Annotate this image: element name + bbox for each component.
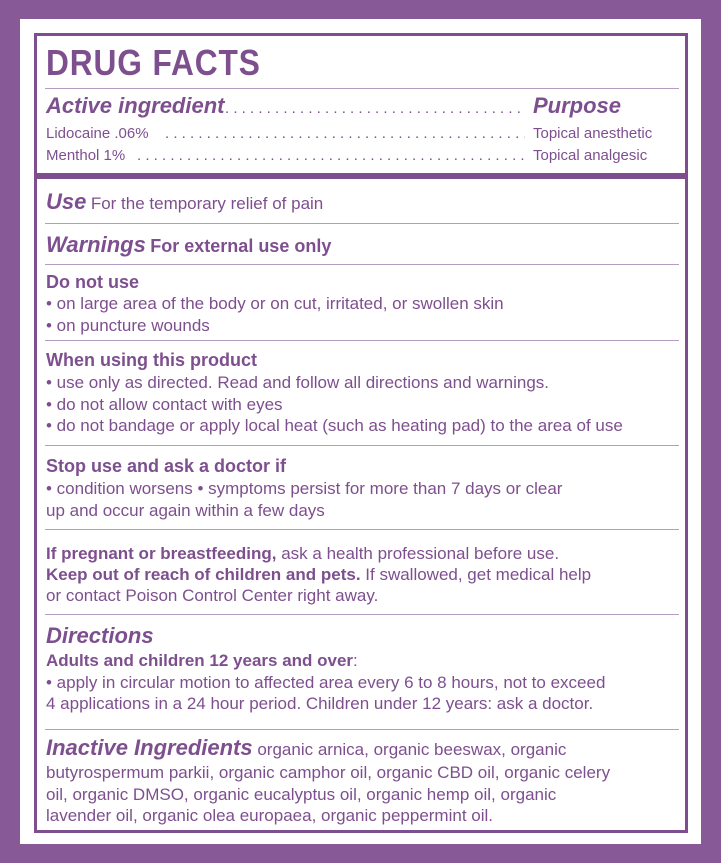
purpose-2: Topical analgesic <box>533 147 648 164</box>
directions-heading: Directions <box>46 623 154 648</box>
divider <box>45 729 679 730</box>
pregnant-bold: If pregnant or breastfeeding, <box>46 544 277 563</box>
divider <box>45 614 679 615</box>
warnings-text: For external use only <box>150 236 332 256</box>
directions-colon: : <box>353 651 358 670</box>
keep-out-bold: Keep out of reach of children and pets. <box>46 565 361 584</box>
divider <box>45 529 679 530</box>
pregnant-text: ask a health professional before use. <box>276 544 560 563</box>
do-not-use-item: • on puncture wounds <box>46 316 210 335</box>
inactive-line: lavender oil, organic olea europaea, organic peppermint oil. <box>46 806 494 825</box>
active-ingredient-heading: Active ingredient <box>46 93 225 118</box>
directions-line: 4 applications in a 24 hour period. Children under 12 years: ask a doctor. <box>46 694 594 713</box>
directions-line: • apply in circular motion to affected area every 6 to 8 hours, not to exceed <box>46 673 606 692</box>
purpose-1: Topical anesthetic <box>533 125 653 142</box>
when-using-item: • do not bandage or apply local heat (such as heating pad) to the area of use <box>46 416 623 435</box>
keep-out-text: If swallowed, get medical help <box>360 565 592 584</box>
drug-facts-title: DRUG FACTS <box>46 42 261 83</box>
inactive-first-line <box>46 737 566 759</box>
leader-dots <box>165 126 525 141</box>
use-section <box>46 191 323 213</box>
use-text: For the temporary relief of pain <box>90 194 324 213</box>
inactive-line: oil, organic DMSO, organic eucalyptus oil, organic hemp oil, organic <box>46 785 557 804</box>
when-using-item: • use only as directed. Read and follow all directions and warnings. <box>46 373 550 392</box>
drug-facts-panel <box>20 19 701 844</box>
leader-dots <box>225 101 525 116</box>
keep-out-line2: or contact Poison Control Center right away. <box>46 586 379 605</box>
keep-out-warning <box>46 566 591 583</box>
do-not-use-item: • on large area of the body or on cut, irritated, or swollen skin <box>46 294 504 313</box>
leader-dots <box>137 148 525 163</box>
active-ingredient-1: Lidocaine .06% <box>46 125 149 142</box>
when-using-item: • do not allow contact with eyes <box>46 395 283 414</box>
divider <box>45 223 679 224</box>
divider <box>45 264 679 265</box>
stop-use-heading: Stop use and ask a doctor if <box>46 456 287 476</box>
do-not-use-heading: Do not use <box>46 272 139 292</box>
stop-use-line: up and occur again within a few days <box>46 501 325 520</box>
warnings-heading: Warnings <box>46 232 146 257</box>
pregnant-warning <box>46 545 559 562</box>
use-heading: Use <box>46 189 87 214</box>
active-ingredient-2: Menthol 1% <box>46 147 126 164</box>
divider <box>45 445 679 446</box>
divider <box>45 340 679 341</box>
stop-use-line: • condition worsens • symptoms persist for more than 7 days or clear <box>46 479 563 498</box>
section-divider-thick <box>37 173 685 179</box>
when-using-heading: When using this product <box>46 350 257 370</box>
divider <box>45 88 679 89</box>
drug-facts-frame <box>34 33 688 833</box>
directions-subhead-line <box>46 652 358 669</box>
inactive-line: butyrospermum parkii, organic camphor oil, organic CBD oil, organic celery <box>46 763 611 782</box>
inactive-heading: Inactive Ingredients <box>46 735 253 760</box>
directions-subhead: Adults and children 12 years and over <box>46 651 354 670</box>
warnings-section <box>46 234 331 256</box>
purpose-heading: Purpose <box>533 93 622 118</box>
inactive-text: organic arnica, organic beeswax, organic <box>252 740 567 759</box>
